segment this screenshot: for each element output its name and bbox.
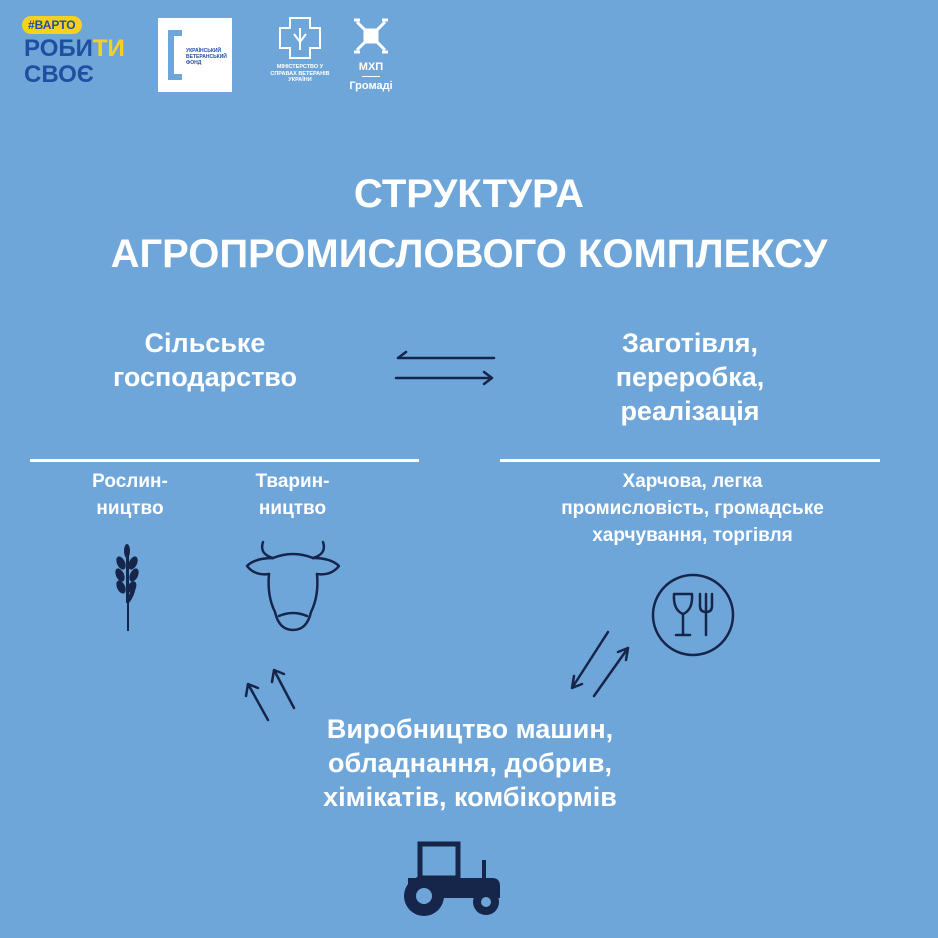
varto-line2: СВОЄ bbox=[24, 61, 94, 88]
processing-heading: Заготівля, переробка, реалізація bbox=[615, 328, 765, 426]
wheat-icon bbox=[106, 543, 150, 635]
ministry-logo-text: МІНІСТЕРСТВО У СПРАВАХ ВЕТЕРАНІВ УКРАЇНИ bbox=[270, 64, 330, 83]
mhp-logo bbox=[340, 16, 402, 96]
page-title-line1: СТРУКТУРА bbox=[353, 172, 585, 216]
exchange-arrows-icon bbox=[390, 348, 500, 388]
manufacturing-heading: Виробництво машин, обладнання, добрив, хімікатів, комбікормів bbox=[323, 714, 617, 812]
varto-logo bbox=[22, 16, 125, 96]
left-divider bbox=[30, 459, 419, 462]
industries-label: Харчова, легка промисловість, громадське харчування, торгівля bbox=[561, 471, 824, 546]
fund-e-mark bbox=[168, 30, 182, 80]
mhp-sub: Громаді bbox=[349, 80, 393, 92]
right-divider bbox=[500, 459, 880, 462]
page-title-line2: АГРОПРОМИСЛОВОГО КОМПЛЕКСУ bbox=[110, 232, 828, 276]
animal-farming-label: Тварин- ництво bbox=[255, 471, 330, 519]
ministry-logo bbox=[268, 16, 332, 96]
mhp-divider bbox=[362, 76, 380, 77]
veteran-fund-logo bbox=[158, 18, 232, 92]
fund-logo-text: УКРАЇНСЬКИЙ ВЕТЕРАНСЬКИЙ ФОНД bbox=[186, 48, 227, 66]
crop-farming-label: Рослин- ництво bbox=[92, 471, 168, 519]
windmill-icon bbox=[340, 16, 402, 60]
diagonal-arrows-icon bbox=[562, 626, 634, 702]
dining-icon bbox=[650, 572, 736, 658]
tractor-icon bbox=[400, 838, 506, 918]
agriculture-heading: Сільське господарство bbox=[112, 328, 298, 392]
ministry-emblem-icon bbox=[268, 16, 332, 62]
varto-line1: РОБИТИ bbox=[24, 35, 125, 62]
mhp-label: МХП bbox=[358, 61, 384, 73]
cow-icon bbox=[243, 538, 343, 638]
varto-tag: #ВАРТО bbox=[22, 16, 82, 34]
